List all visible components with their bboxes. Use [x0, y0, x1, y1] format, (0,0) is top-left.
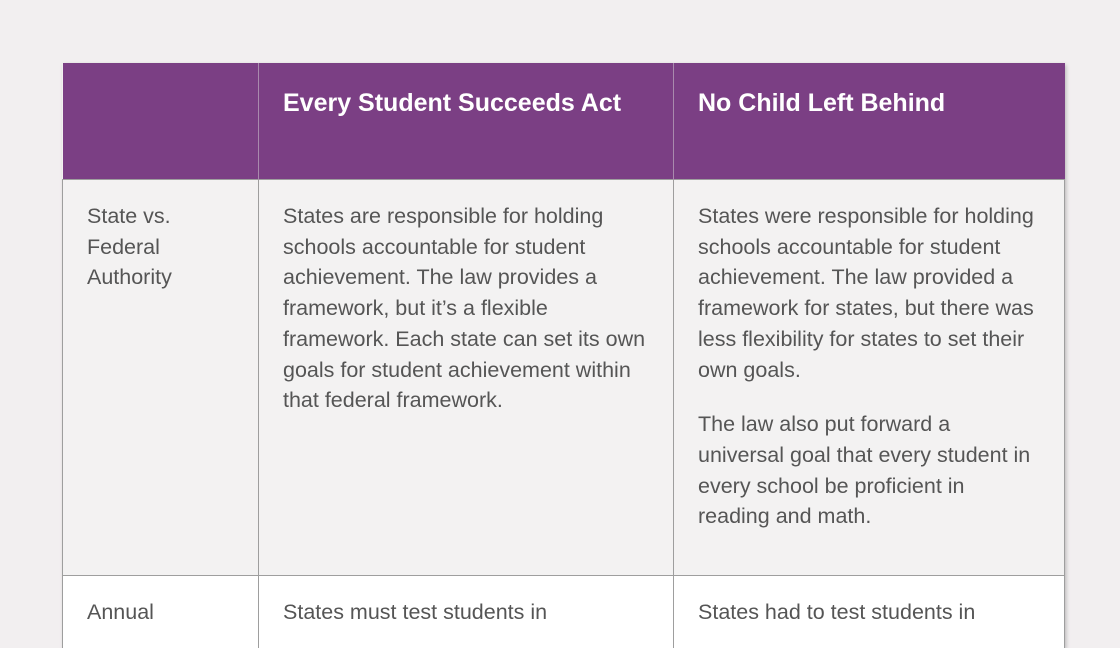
comparison-table [62, 63, 1065, 648]
cell-paragraph: The law also put forward a universal goal that every student in every school be proficient in reading and math. [698, 412, 1031, 529]
cell-paragraph: States are responsible for holding schools accountable for student achievement. The law provides a framework, but it’s a flexible framework. Each state can set its own goals for student achievement within that federal framework. [283, 204, 646, 413]
row-label-state-vs-federal: State vs. Federal Authority [63, 180, 259, 576]
cell-nclb-authority [674, 180, 1065, 576]
table-row [63, 576, 1065, 648]
cell-essa-authority [259, 180, 674, 576]
header-nclb: No Child Left Behind [674, 63, 1065, 180]
cell-paragraph: States must test students in [283, 600, 548, 624]
header-essa: Every Student Succeeds Act [259, 63, 674, 180]
table-header-row [63, 63, 1065, 180]
table-row [63, 180, 1065, 576]
row-label-annual: Annual [63, 576, 259, 648]
cell-essa-annual [259, 576, 674, 648]
cell-nclb-annual [674, 576, 1065, 648]
cell-paragraph: States were responsible for holding schools accountable for student achievement. The law provided a framework for states, but there was less flexibility for states to set their own goals. [698, 204, 1034, 382]
cell-paragraph: States had to test students in [698, 600, 976, 624]
comparison-table-container [62, 63, 1064, 648]
header-empty-cell [63, 63, 259, 180]
